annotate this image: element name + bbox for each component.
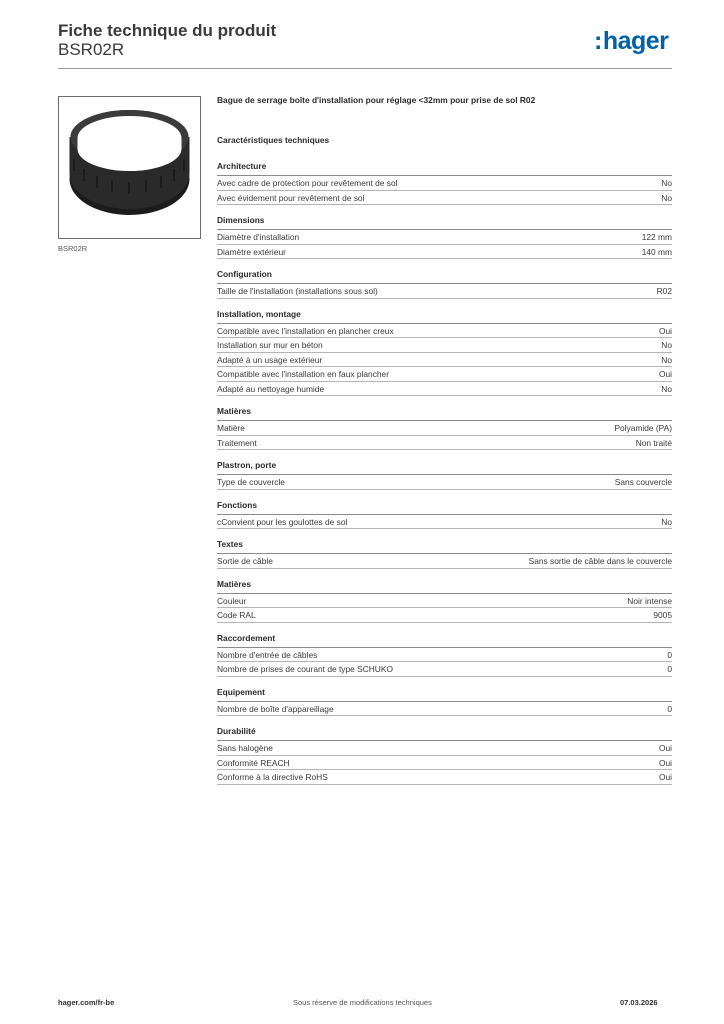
spec-section [217, 579, 672, 623]
spec-label: Sortie de câble [217, 556, 273, 566]
spec-value: 0 [667, 664, 672, 674]
spec-label: Couleur [217, 595, 247, 606]
spec-value: R02 [656, 286, 672, 296]
spec-row [217, 702, 672, 717]
section-title: Plastron, porte [217, 460, 672, 475]
spec-label: Compatible avec l'installation en plancher creux [217, 325, 394, 336]
spec-label: Sans halogène [217, 743, 273, 753]
spec-sections [217, 161, 672, 795]
spec-label: Code RAL [217, 610, 256, 620]
spec-label: Taille de l'installation (installations sous sol) [217, 286, 378, 296]
section-spacer [217, 785, 672, 795]
spec-section [217, 500, 672, 530]
spec-label: Avec cadre de protection pour revêtement de sol [217, 178, 398, 188]
product-description: Bague de serrage boîte d'installation pour réglage <32mm pour prise de sol R02 [217, 95, 536, 105]
section-title: Dimensions [217, 215, 672, 230]
spec-label: Avec évidement pour revêtement de sol [217, 192, 365, 203]
section-spacer [217, 529, 672, 539]
spec-value: 140 mm [641, 246, 672, 257]
spec-row [217, 475, 672, 490]
footer-date: 07.03.2026 [620, 998, 658, 1007]
spec-label: Diamètre d'installation [217, 232, 300, 242]
section-title: Equipement [217, 687, 672, 702]
spec-value: 0 [667, 649, 672, 660]
spec-section [217, 161, 672, 205]
spec-row [217, 324, 672, 339]
section-spacer [217, 623, 672, 633]
spec-row [217, 382, 672, 397]
spec-row [217, 594, 672, 609]
spec-value: No [661, 192, 672, 203]
spec-row [217, 662, 672, 677]
spec-label: Traitement [217, 437, 257, 448]
clamping-ring-illustration [59, 97, 200, 238]
spec-value: No [661, 354, 672, 365]
spec-value: Oui [658, 369, 672, 379]
section-spacer [217, 299, 672, 309]
spec-label: Adapté au nettoyage humide [217, 383, 325, 394]
section-title: Fonctions [217, 500, 672, 515]
spec-row [217, 353, 672, 368]
spec-value: 0 [667, 703, 672, 714]
spec-label: Compatible avec l'installation en faux plancher [217, 369, 389, 379]
spec-section [217, 269, 672, 299]
header-divider [58, 68, 672, 69]
spec-label: Conformité REACH [217, 757, 290, 768]
spec-label: Nombre de boîte d'appareillage [217, 703, 334, 714]
spec-section [217, 726, 672, 785]
section-spacer [217, 569, 672, 579]
section-spacer [217, 716, 672, 726]
spec-row [217, 608, 672, 623]
spec-row [217, 338, 672, 353]
spec-row [217, 421, 672, 436]
spec-section [217, 215, 672, 259]
section-spacer [217, 396, 672, 406]
spec-value: Sans sortie de câble dans le couvercle [528, 556, 672, 566]
spec-row [217, 436, 672, 451]
image-caption: BSR02R [58, 244, 88, 253]
spec-value: No [661, 383, 672, 394]
spec-value: Non traité [635, 437, 672, 448]
spec-row [217, 515, 672, 530]
section-title: Matières [217, 579, 672, 594]
page-title: Fiche technique du produit [58, 21, 277, 40]
spec-value: Sans couvercle [614, 477, 672, 487]
spec-label: Matière [217, 423, 245, 433]
spec-label: Adapté à un usage extérieur [217, 354, 323, 365]
spec-row [217, 756, 672, 771]
section-spacer [217, 677, 672, 687]
spec-label: Conforme à la directive RoHS [217, 772, 328, 782]
spec-row [217, 554, 672, 569]
spec-value: Noir intense [627, 595, 672, 606]
spec-section [217, 633, 672, 677]
section-spacer [217, 450, 672, 460]
spec-row [217, 367, 672, 382]
spec-value: Oui [658, 772, 672, 782]
section-title: Architecture [217, 161, 672, 176]
section-spacer [217, 259, 672, 269]
spec-section [217, 539, 672, 569]
spec-value: 122 mm [641, 232, 672, 242]
spec-section [217, 460, 672, 490]
spec-row [217, 230, 672, 245]
hager-logo: :hager [594, 27, 669, 55]
spec-section [217, 687, 672, 717]
section-spacer [217, 490, 672, 500]
spec-value: No [661, 516, 672, 527]
product-image [58, 96, 201, 239]
section-title: Raccordement [217, 633, 672, 648]
spec-value: No [661, 178, 672, 188]
footer-website: hager.com/fr-be [58, 998, 115, 1007]
spec-label: cConvient pour les goulottes de sol [217, 516, 348, 527]
spec-label: Installation sur mur en béton [217, 340, 323, 350]
spec-section [217, 309, 672, 397]
spec-label: Type de couvercle [217, 477, 285, 487]
spec-row [217, 191, 672, 206]
spec-row [217, 741, 672, 756]
spec-value: Oui [658, 743, 672, 753]
spec-value: Polyamide (PA) [614, 423, 672, 433]
section-title: Matières [217, 406, 672, 421]
product-reference: BSR02R [58, 40, 125, 59]
spec-value: 9005 [653, 610, 672, 620]
logo-text: hager [602, 27, 669, 55]
spec-row [217, 770, 672, 785]
footer-notice: Sous réserve de modifications techniques [293, 998, 432, 1007]
spec-row [217, 648, 672, 663]
spec-row [217, 245, 672, 260]
section-title: Durabilité [217, 726, 672, 741]
spec-label: Nombre d'entrée de câbles [217, 649, 318, 660]
spec-section [217, 406, 672, 450]
section-spacer [217, 205, 672, 215]
spec-value: Oui [658, 325, 672, 336]
section-title: Textes [217, 539, 672, 554]
spec-row [217, 176, 672, 191]
spec-content [217, 95, 672, 795]
spec-label: Nombre de prises de courant de type SCHUKO [217, 664, 393, 674]
section-title: Installation, montage [217, 309, 672, 324]
spec-row [217, 284, 672, 299]
spec-value: Oui [658, 757, 672, 768]
spec-label: Diamètre extérieur [217, 246, 286, 257]
section-title: Configuration [217, 269, 672, 284]
spec-value: No [661, 340, 672, 350]
characteristics-heading: Caractéristiques techniques [217, 135, 330, 145]
